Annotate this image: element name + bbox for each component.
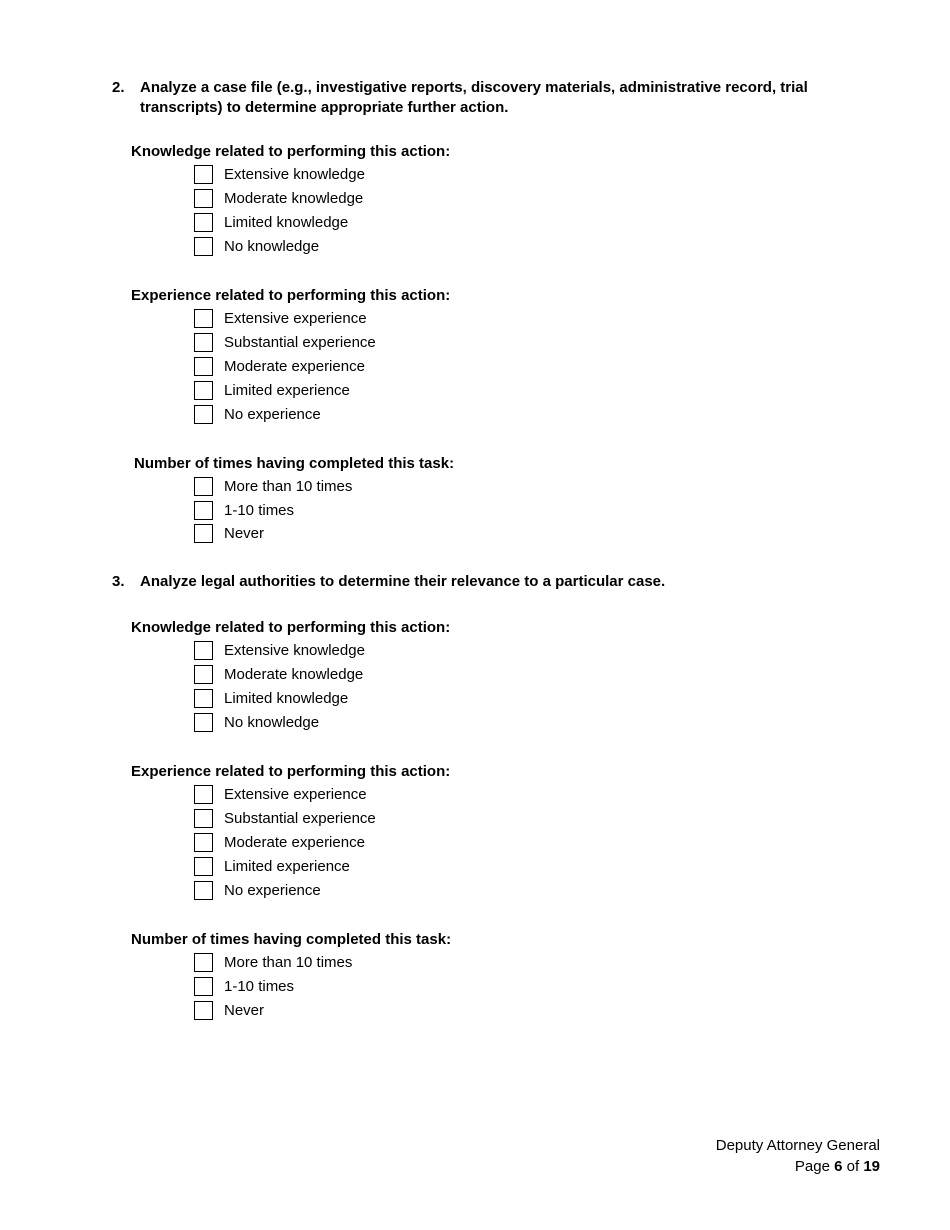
question-text: Analyze a case file (e.g., investigative reports, discovery materials, administrative record, trial transcripts) to determine appropriate further action.: [140, 79, 808, 116]
group-heading: Number of times having completed this task:: [131, 931, 452, 948]
checkbox[interactable]: [194, 785, 213, 804]
option-never: [194, 523, 594, 547]
option-more-than-10-times: [194, 476, 594, 500]
checkbox[interactable]: [194, 501, 213, 520]
checkbox[interactable]: [194, 665, 213, 684]
page-total: 19: [863, 1158, 880, 1175]
option-no-experience: [194, 880, 594, 904]
option-substantial-experience: [194, 808, 594, 832]
option-label: 1-10 times: [224, 978, 295, 995]
group-heading: Number of times having completed this task:: [134, 455, 455, 472]
question-title: [112, 78, 832, 118]
checkbox[interactable]: [194, 213, 213, 232]
page-footer: [716, 1135, 880, 1177]
option-label: Never: [224, 1002, 265, 1019]
option-extensive-knowledge: [194, 640, 594, 664]
page-of: of: [842, 1158, 864, 1175]
option-moderate-knowledge: [194, 188, 594, 212]
checkbox[interactable]: [194, 953, 213, 972]
checkbox[interactable]: [194, 809, 213, 828]
option-label: 1-10 times: [224, 502, 295, 519]
option-1-10-times: [194, 976, 594, 1000]
checkbox[interactable]: [194, 333, 213, 352]
question-text: Analyze legal authorities to determine their relevance to a particular case.: [140, 573, 666, 590]
question-title: [112, 572, 832, 592]
option-label: Extensive knowledge: [224, 642, 365, 659]
option-label: No experience: [224, 882, 321, 899]
option-label: No knowledge: [224, 238, 320, 255]
option-limited-experience: [194, 380, 594, 404]
option-label: More than 10 times: [224, 954, 353, 971]
option-label: Limited experience: [224, 858, 350, 875]
group-heading: Experience related to performing this action:: [131, 287, 451, 304]
page-number: [716, 1156, 880, 1177]
checkbox[interactable]: [194, 165, 213, 184]
page-current: 6: [834, 1158, 843, 1175]
option-no-knowledge: [194, 236, 594, 260]
checkbox[interactable]: [194, 857, 213, 876]
option-label: Moderate experience: [224, 834, 365, 851]
option-limited-knowledge: [194, 688, 594, 712]
option-label: Limited experience: [224, 382, 350, 399]
option-label: No experience: [224, 406, 321, 423]
option-no-knowledge: [194, 712, 594, 736]
group-heading: Knowledge related to performing this action:: [131, 619, 451, 636]
checkbox[interactable]: [194, 237, 213, 256]
option-never: [194, 1000, 594, 1024]
checkbox[interactable]: [194, 524, 213, 543]
option-label: Substantial experience: [224, 334, 376, 351]
option-moderate-knowledge: [194, 664, 594, 688]
checkbox[interactable]: [194, 713, 213, 732]
checkbox[interactable]: [194, 381, 213, 400]
checkbox[interactable]: [194, 977, 213, 996]
option-moderate-experience: [194, 832, 594, 856]
option-more-than-10-times: [194, 952, 594, 976]
option-label: Never: [224, 525, 265, 542]
option-label: Moderate knowledge: [224, 666, 364, 683]
option-limited-knowledge: [194, 212, 594, 236]
option-label: No knowledge: [224, 714, 320, 731]
checkbox[interactable]: [194, 405, 213, 424]
checkbox[interactable]: [194, 477, 213, 496]
group-heading: Experience related to performing this action:: [131, 763, 451, 780]
checkbox[interactable]: [194, 1001, 213, 1020]
option-label: Limited knowledge: [224, 214, 349, 231]
footer-title: Deputy Attorney General: [715, 1137, 880, 1154]
option-label: Extensive knowledge: [224, 166, 365, 183]
option-label: Extensive experience: [224, 310, 367, 327]
question-number: 3.: [112, 573, 125, 590]
option-label: Limited knowledge: [224, 690, 349, 707]
option-label: Moderate knowledge: [224, 190, 364, 207]
checkbox[interactable]: [194, 357, 213, 376]
option-label: Extensive experience: [224, 786, 367, 803]
option-no-experience: [194, 404, 594, 428]
option-extensive-knowledge: [194, 164, 594, 188]
option-extensive-experience: [194, 784, 594, 808]
option-substantial-experience: [194, 332, 594, 356]
checkbox[interactable]: [194, 641, 213, 660]
page-prefix: Page: [794, 1158, 835, 1175]
checkbox[interactable]: [194, 833, 213, 852]
option-label: More than 10 times: [224, 478, 353, 495]
checkbox[interactable]: [194, 189, 213, 208]
option-limited-experience: [194, 856, 594, 880]
question-number: 2.: [112, 79, 125, 96]
option-label: Moderate experience: [224, 358, 365, 375]
checkbox[interactable]: [194, 689, 213, 708]
checkbox[interactable]: [194, 881, 213, 900]
option-label: Substantial experience: [224, 810, 376, 827]
group-heading: Knowledge related to performing this action:: [131, 143, 451, 160]
checkbox[interactable]: [194, 309, 213, 328]
option-extensive-experience: [194, 308, 594, 332]
option-1-10-times: [194, 500, 594, 524]
option-moderate-experience: [194, 356, 594, 380]
